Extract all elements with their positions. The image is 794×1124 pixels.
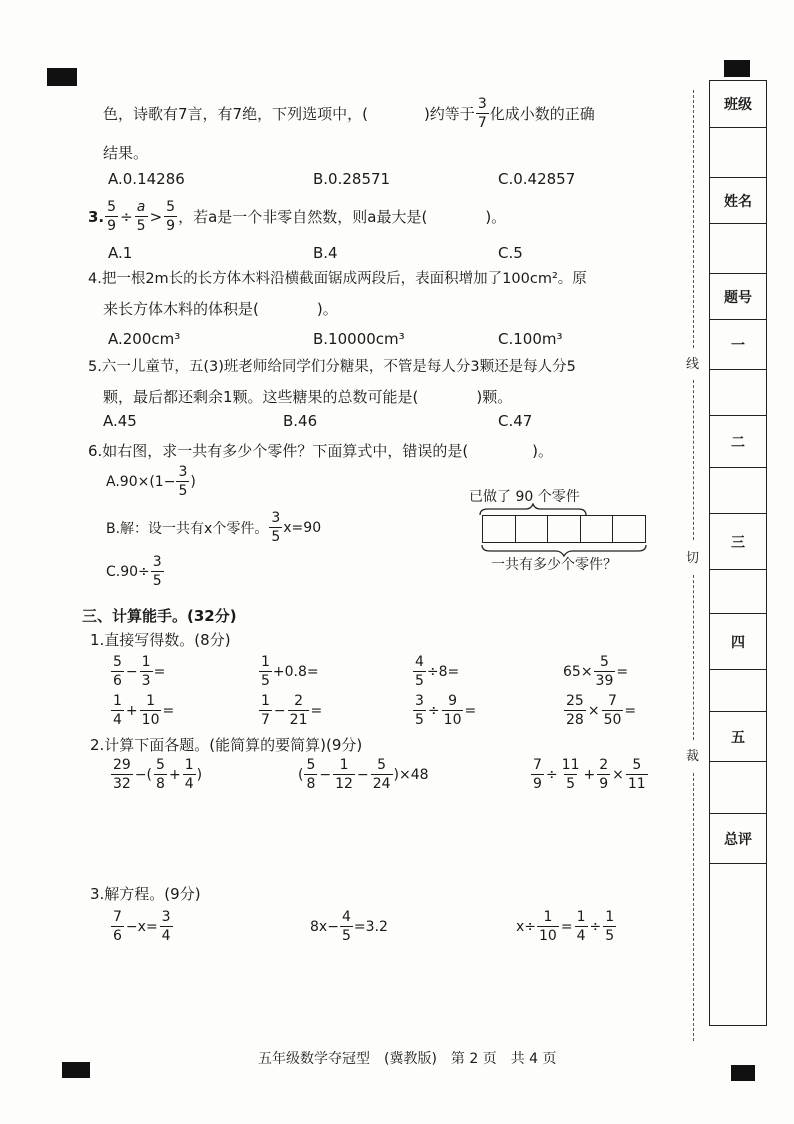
side-cell-class-blank [710,127,766,178]
q5-line1: 5.六一儿童节，五(3)班老师给同学们分糖果，不管是每人分3颗还是每人分5 [88,359,576,375]
side-cell-q2-label: 二 [710,415,766,468]
figure-top-label: 已做了 90 个零件 [469,489,580,505]
side-cell-total-label: 总评 [710,813,766,864]
section3-title: 三、计算能手。(32分) [82,607,237,625]
q2-fraction: 3 7 [477,96,487,131]
cut-line-char-2: 切 [686,551,700,566]
p1-expr-4: 65× $\frac{5}{39}$ = [563,654,629,689]
cut-line-segment-3 [693,575,694,740]
q5-option-c: C.47 [498,412,533,430]
q2-text-c: 化成小数的正确 [489,105,595,123]
side-cell-q3-blank [710,569,766,614]
q2-option-b: B.0.28571 [313,170,391,188]
side-cell-q4-label: 四 [710,613,766,670]
q3-fraction-1: $\frac{5}{9}$ [107,199,117,234]
p1-expr-7: $\frac{3}{5}$ ÷ $\frac{9}{10}$ = [415,693,477,728]
side-cell-q5-blank [710,761,766,814]
q5-option-b: B.46 [283,412,318,430]
q3-option-b: B.4 [313,244,338,262]
registration-mark-bottom-left [62,1062,90,1078]
part3-title: 3.解方程。(9分) [90,885,201,903]
q5-line2: 颗，最后都还剩余1颗。这些糖果的总数可能是( )颗。 [103,388,513,406]
q5-option-a: A.45 [103,412,137,430]
q2-line1 [103,97,595,130]
side-cell-q1-blank [710,369,766,416]
p3-equation-2: 8x− $\frac{4}{5}$ =3.2 [310,909,388,944]
p1-expr-3: $\frac{4}{5}$ ÷8= [415,654,460,689]
q2-text-b: )约等于 [423,105,475,123]
q4-line2: 来长方体木料的体积是( )。 [103,300,338,318]
q3-option-c: C.5 [498,244,523,262]
side-cell-name-label: 姓名 [710,177,766,224]
p1-expr-2: 1 5 +0.8= [261,654,319,689]
q3-fraction-2: $\frac{a}{5}$ [136,199,146,234]
registration-mark-top-left [47,68,77,86]
side-cell-name-blank [710,223,766,274]
q2-option-a: A.0.14286 [108,170,185,188]
cut-line-segment-2 [693,380,694,540]
q4-option-c: C.100m³ [498,330,563,348]
side-cell-q1-label: 一 [710,319,766,370]
q3-option-a: A.1 [108,244,133,262]
q6-option-a: A.90×(1− $\frac{3}{5}$ ) [106,464,196,499]
p3-equation-3: x÷ $\frac{1}{10}$ = $\frac{1}{4}$ ÷ $\frac{1}{5}$ [516,909,615,944]
q3-fraction-3: 5 9 [166,199,176,234]
part1-title: 1.直接写得数。(8分) [90,631,231,649]
figure-bottom-brace [480,543,648,557]
cut-line-segment-1 [693,90,694,348]
side-cell-total-blank [710,863,766,1026]
registration-mark-bottom-right [731,1065,755,1081]
p1-expr-5: 1 4 + $\frac{1}{10}$ = [113,693,175,728]
cut-line-segment-4 [693,773,694,1041]
side-cell-q2-blank [710,467,766,514]
q6-option-b: B.解：设一共有x个零件。 3 5 x=90 [106,510,322,545]
figure-bottom-label: 一共有多少个零件？ [491,557,617,573]
p1-expr-8: $\frac{25}{28}$ × $\frac{7}{50}$ = [566,693,637,728]
q4-option-a: A.200cm³ [108,330,181,348]
page-footer: 五年级数学夺冠型 (冀教版) 第 2 页 共 4 页 [258,1051,557,1067]
q2-option-c: C.0.42857 [498,170,576,188]
score-side-table [709,80,767,1026]
p1-expr-6: 1 7 − $\frac{2}{21}$ = [261,693,323,728]
p1-expr-1: 5 6 − $\frac{1}{3}$ = [113,654,166,689]
q2-text-a: 色，诗歌有7言，有7绝，下列选项中，( [103,105,368,123]
cut-line-char-1: 线 [686,357,700,372]
side-cell-q5-label: 五 [710,711,766,762]
side-cell-class-label: 班级 [724,97,752,113]
side-cell-qnum-label: 题号 [710,273,766,320]
q6-option-c: C.90÷ $\frac{3}{5}$ [106,554,162,589]
p2-expr-3: $\frac{7}{9}$ ÷ $\frac{11}{5}$ + $\frac{2}{9}$ × $\frac{5}{11}$ [533,757,646,792]
q3-text: ，若a是一个非零自然数，则a最大是( [178,208,428,226]
registration-mark-top-right [724,60,750,77]
q6-line1: 6.如右图，求一共有多少个零件？下面算式中，错误的是( )。 [88,442,554,460]
cut-line-char-3: 裁 [686,749,700,764]
side-cell-q3-label: 三 [710,513,766,570]
p2-expr-2: ( 5 8 − $\frac{1}{12}$ − $\frac{5}{24}$ )×48 [298,757,429,792]
figure-segment-bar [482,515,646,543]
p3-equation-1: 7 6 −x= $\frac{3}{4}$ [113,909,171,944]
q6-option-a-fraction: $\frac{3}{5}$ [178,464,188,499]
q4-option-b: B.10000cm³ [313,330,405,348]
part2-title: 2.计算下面各题。(能简算的要简算)(9分) [90,736,363,754]
q3-line: 3. $\frac{5}{9}$ ÷ $\frac{a}{5}$ > 5 9 ，若a是一个非零自然数，则a最大是( )。 [88,199,507,234]
q2-line2: 结果。 [103,144,149,162]
side-cell-q4-blank [710,669,766,712]
q3-number: 3. [88,207,105,226]
p2-expr-1: 29 32 −( 5 8 + $\frac{1}{4}$ ) [113,757,203,792]
q6-option-c-fraction: $\frac{3}{5}$ [152,554,162,589]
q4-line1: 4.把一根2m长的长方体木料沿横截面锯成两段后，表面积增加了100cm²。原 [88,271,587,287]
q6-option-b-fraction: 3 5 [271,510,281,545]
